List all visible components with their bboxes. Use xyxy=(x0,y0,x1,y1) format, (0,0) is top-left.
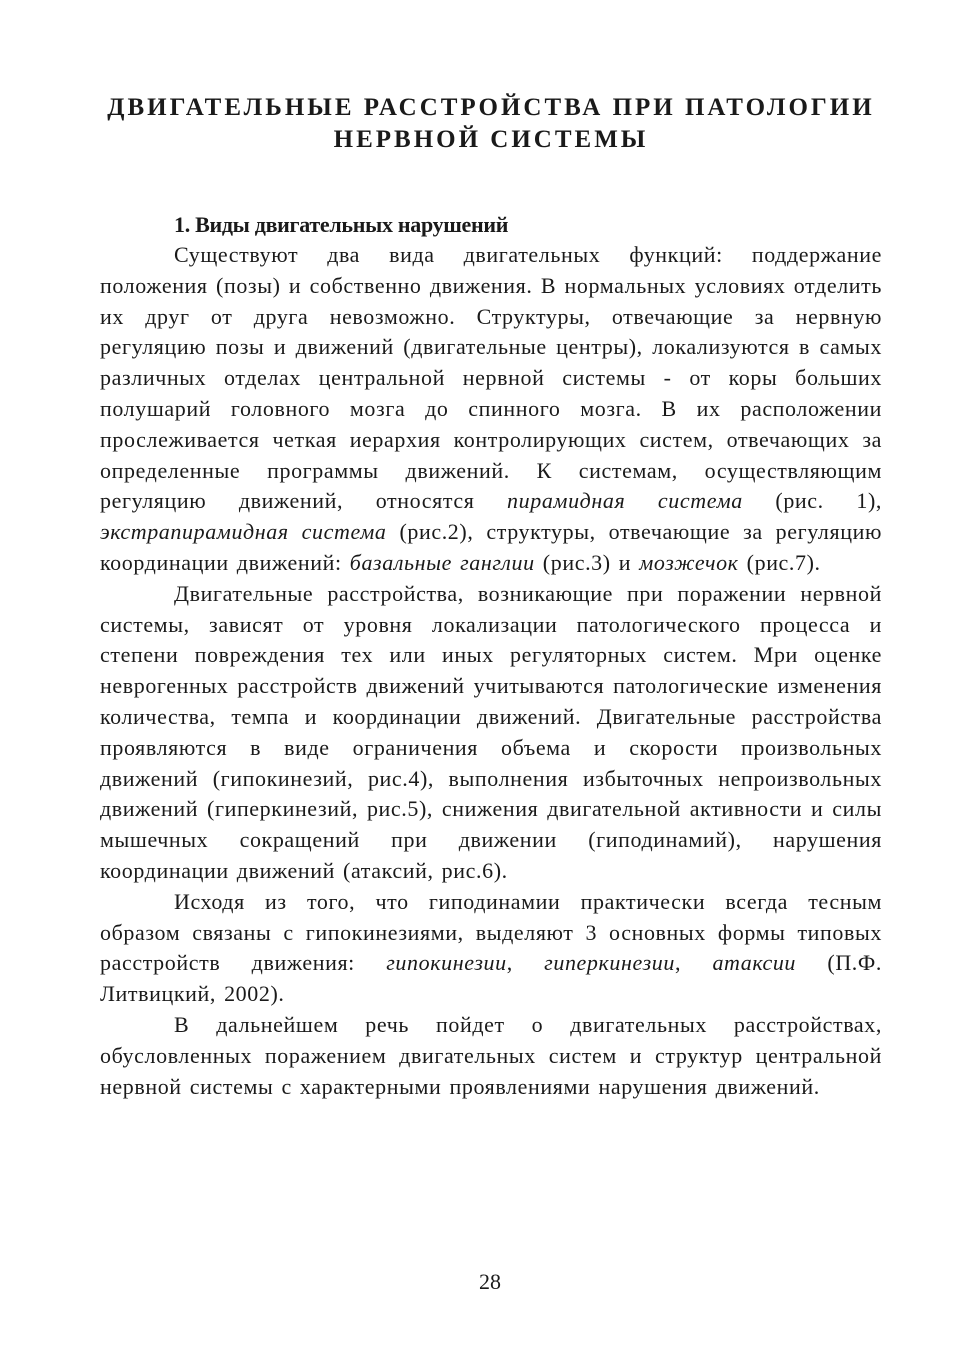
page-title xyxy=(100,92,882,156)
paragraph-1-text-1: Существуют два вида двигательных функций: поддержание положения (позы) и собственно движения. В нормальных условиях отделить их друг от друга невозможно. Структуры, отвечающие за нервную регуляцию позы и движений (двигательные центры), локализуются в самых различных отделах центральной нервной системы - от коры больших полушарий головного мозга до спинного мозга. В их расположении прослеживается четкая иерархия контролирующих систем, отвечающих за определенные программы движений. К системам, осуществляющим регуляцию движений, относятся xyxy=(100,242,882,514)
page-number: 28 xyxy=(479,1269,501,1294)
page-body xyxy=(100,92,882,1102)
term-extrapyramidal-system: экстрапирамидная система xyxy=(100,519,387,545)
paragraph-2: Двигательные расстройства, возникающие при поражении нервной системы, зависят от уровня локализации патологического процесса и степени повреждения тех или иных регуляторных систем. Мри оценке неврогенных расстройств движений учитываются патологические изменения количества, темпа и координации движений. Двигательные расстройства проявляются в виде ограничения объема и скорости произвольных движений (гипокинезий, рис.4), выполнения избыточных непроизвольных движений (гиперкинезий, рис.5), снижения двигательной активности и силы мышечных сокращений при движении (гиподинамий), нарушения координации движений (атаксий, рис.6). xyxy=(100,580,882,883)
paragraph-3-text-4: (П.Ф. Литвицкий, 2002). xyxy=(100,950,882,1007)
paragraph-3-text-2: , xyxy=(506,950,545,976)
paragraph-4: В дальнейшем речь пойдет о двигательных расстройствах, обусловленных поражением двигательных систем и структур центральной нервной системы с характерными проявлениями нарушения движений. xyxy=(100,1011,882,1099)
term-ataxia: атаксии xyxy=(712,950,797,976)
term-hypokinesia: гипокинезии xyxy=(386,950,507,976)
paragraph-1 xyxy=(100,240,882,579)
term-pyramidal-system: пирамидная система xyxy=(507,488,743,514)
paragraph-1-text-3: (рис.2), структуры, отвечающие за регуляцию координации движений: xyxy=(100,519,882,575)
paragraph-1-text-2: (рис. 1), xyxy=(742,488,882,514)
section-heading: 1. Виды двигательных нарушений xyxy=(174,212,509,237)
page-title-line-1: ДВИГАТЕЛЬНЫЕ РАССТРОЙСТВА ПРИ ПАТОЛОГИИ xyxy=(107,94,875,121)
page-title-line-2: НЕРВНОЙ СИСТЕМЫ xyxy=(333,126,649,153)
term-basal-ganglia: базальные ганглии xyxy=(349,549,535,575)
paragraph-3-text-1: Исходя из того, что гиподинамии практически всегда тесным образом связаны с гипокинезиями, выделяют 3 основных формы типовых расстройств движения: xyxy=(100,888,882,976)
term-cerebellum: мозжечок xyxy=(639,549,739,575)
paragraph-1-text-5: (рис.7). xyxy=(738,549,821,575)
term-hyperkinesia: гиперкинезии xyxy=(544,950,675,976)
paragraph-3-text-3: , xyxy=(674,950,713,976)
paragraph-3 xyxy=(100,887,882,1010)
paragraph-1-text-4: (рис.3) и xyxy=(534,549,640,575)
